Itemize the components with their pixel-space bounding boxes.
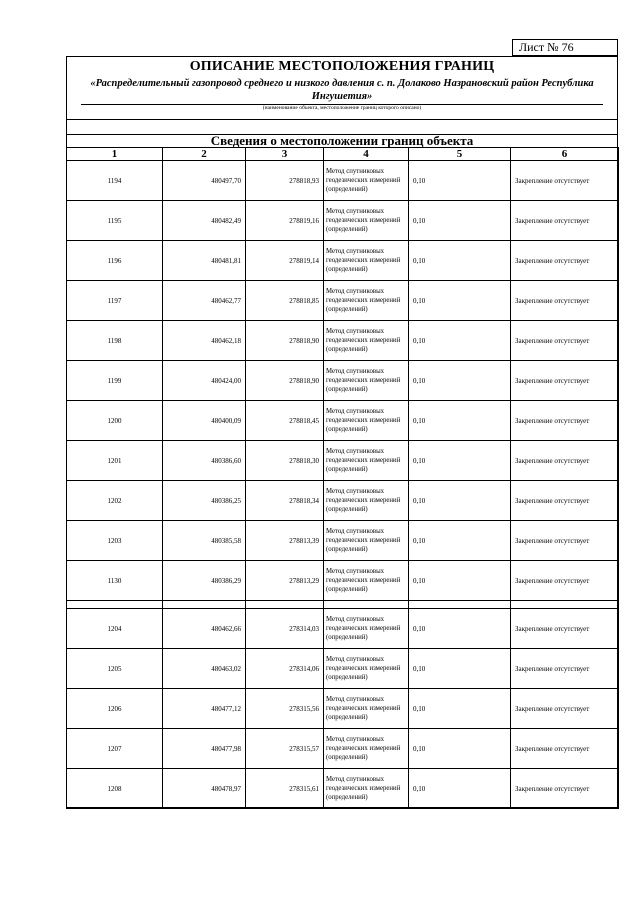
coordinate-x: 480463,02 [163,649,246,689]
accuracy-cell: 0,10 [409,481,511,521]
table-row [67,201,619,241]
fixing-cell: Закрепление отсутствует [511,481,619,521]
table-row [67,441,619,481]
coordinate-x: 480477,12 [163,689,246,729]
coordinate-x: 480497,70 [163,161,246,201]
accuracy-cell: 0,10 [409,201,511,241]
accuracy-cell: 0,10 [409,769,511,809]
coordinate-y: 278818,90 [246,321,324,361]
accuracy-cell: 0,10 [409,609,511,649]
table-row [67,361,619,401]
coordinate-x: 480386,25 [163,481,246,521]
table-row [67,769,619,809]
coordinate-x: 480477,98 [163,729,246,769]
method-cell: Метод спутниковых геодезических измерений (определений) [324,321,409,361]
coordinate-y: 278315,56 [246,689,324,729]
coordinate-x: 480386,60 [163,441,246,481]
coordinate-x: 480424,00 [163,361,246,401]
coordinate-x: 480386,29 [163,561,246,601]
coordinate-x: 480385,58 [163,521,246,561]
document-header [67,57,617,119]
accuracy-cell: 0,10 [409,521,511,561]
fixing-cell: Закрепление отсутствует [511,241,619,281]
table-row [67,561,619,601]
method-cell: Метод спутниковых геодезических измерений (определений) [324,201,409,241]
empty-cell [511,601,619,609]
coordinate-x: 480462,66 [163,609,246,649]
point-number: 1130 [67,561,163,601]
point-number: 1202 [67,481,163,521]
empty-cell [163,601,246,609]
fixing-cell: Закрепление отсутствует [511,361,619,401]
fixing-cell: Закрепление отсутствует [511,441,619,481]
coordinate-y: 278314,03 [246,609,324,649]
coordinate-y: 278818,30 [246,441,324,481]
fixing-cell: Закрепление отсутствует [511,689,619,729]
coordinate-x: 480462,18 [163,321,246,361]
accuracy-cell: 0,10 [409,561,511,601]
coordinate-x: 480400,09 [163,401,246,441]
sheet-number: Лист № 76 [512,39,618,56]
coordinate-y: 278813,29 [246,561,324,601]
coordinate-x: 480462,77 [163,281,246,321]
point-number: 1194 [67,161,163,201]
method-cell: Метод спутниковых геодезических измерений (определений) [324,281,409,321]
method-cell: Метод спутниковых геодезических измерений (определений) [324,441,409,481]
column-header: 2 [163,148,246,161]
fixing-cell: Закрепление отсутствует [511,521,619,561]
point-number: 1199 [67,361,163,401]
fixing-cell: Закрепление отсутствует [511,401,619,441]
coordinate-y: 278818,34 [246,481,324,521]
point-number: 1206 [67,689,163,729]
accuracy-cell: 0,10 [409,729,511,769]
accuracy-cell: 0,10 [409,401,511,441]
coordinate-y: 278818,90 [246,361,324,401]
point-number: 1198 [67,321,163,361]
coordinate-y: 278314,06 [246,649,324,689]
column-header: 3 [246,148,324,161]
fixing-cell: Закрепление отсутствует [511,161,619,201]
object-caption: (наименование объекта, местоположение границ которого описано) [262,105,422,111]
point-number: 1208 [67,769,163,809]
table-gap-row [67,601,619,609]
coordinate-x: 480482,49 [163,201,246,241]
point-number: 1205 [67,649,163,689]
empty-cell [409,601,511,609]
coordinate-y: 278819,16 [246,201,324,241]
accuracy-cell: 0,10 [409,441,511,481]
fixing-cell: Закрепление отсутствует [511,561,619,601]
accuracy-cell: 0,10 [409,241,511,281]
method-cell: Метод спутниковых геодезических измерений (определений) [324,401,409,441]
document-frame [66,56,618,808]
point-number: 1195 [67,201,163,241]
method-cell: Метод спутниковых геодезических измерений (определений) [324,361,409,401]
column-header: 1 [67,148,163,161]
object-name: «Распределительный газопровод среднего и низкого давления с. п. Долаково Назрановский район Республика Ингушетия» [90,78,594,102]
accuracy-cell: 0,10 [409,321,511,361]
fixing-cell: Закрепление отсутствует [511,729,619,769]
point-number: 1204 [67,609,163,649]
method-cell: Метод спутниковых геодезических измерений (определений) [324,609,409,649]
coordinate-y: 278813,39 [246,521,324,561]
fixing-cell: Закрепление отсутствует [511,609,619,649]
table-row [67,321,619,361]
method-cell: Метод спутниковых геодезических измерений (определений) [324,769,409,809]
table-header-row [67,148,619,161]
table-row [67,689,619,729]
table-row [67,521,619,561]
accuracy-cell: 0,10 [409,689,511,729]
coordinate-x: 480478,97 [163,769,246,809]
table-row [67,481,619,521]
point-number: 1203 [67,521,163,561]
point-number: 1197 [67,281,163,321]
column-header: 4 [324,148,409,161]
method-cell: Метод спутниковых геодезических измерений (определений) [324,521,409,561]
table-row [67,161,619,201]
fixing-cell: Закрепление отсутствует [511,769,619,809]
fixing-cell: Закрепление отсутствует [511,201,619,241]
method-cell: Метод спутниковых геодезических измерений (определений) [324,481,409,521]
coordinate-y: 278818,93 [246,161,324,201]
accuracy-cell: 0,10 [409,361,511,401]
document-title: ОПИСАНИЕ МЕСТОПОЛОЖЕНИЯ ГРАНИЦ [189,59,495,74]
accuracy-cell: 0,10 [409,161,511,201]
method-cell: Метод спутниковых геодезических измерений (определений) [324,649,409,689]
coordinate-y: 278818,85 [246,281,324,321]
fixing-cell: Закрепление отсутствует [511,321,619,361]
empty-cell [67,601,163,609]
table-row [67,241,619,281]
method-cell: Метод спутниковых геодезических измерений (определений) [324,689,409,729]
point-number: 1196 [67,241,163,281]
point-number: 1201 [67,441,163,481]
coordinate-x: 480481,81 [163,241,246,281]
method-cell: Метод спутниковых геодезических измерений (определений) [324,241,409,281]
empty-cell [246,601,324,609]
table-row [67,649,619,689]
method-cell: Метод спутниковых геодезических измерений (определений) [324,729,409,769]
accuracy-cell: 0,10 [409,649,511,689]
table-row [67,281,619,321]
coordinates-table [66,147,619,809]
table-row [67,609,619,649]
column-header: 5 [409,148,511,161]
point-number: 1200 [67,401,163,441]
method-cell: Метод спутниковых геодезических измерений (определений) [324,161,409,201]
accuracy-cell: 0,10 [409,281,511,321]
coordinate-y: 278819,14 [246,241,324,281]
table-row [67,729,619,769]
table-row [67,401,619,441]
fixing-cell: Закрепление отсутствует [511,649,619,689]
method-cell: Метод спутниковых геодезических измерений (определений) [324,561,409,601]
coordinate-y: 278315,57 [246,729,324,769]
column-header: 6 [511,148,619,161]
empty-cell [324,601,409,609]
section-title: Сведения о местоположении границ объекта [210,133,474,148]
point-number: 1207 [67,729,163,769]
coordinate-y: 278315,61 [246,769,324,809]
coordinate-y: 278818,45 [246,401,324,441]
fixing-cell: Закрепление отсутствует [511,281,619,321]
